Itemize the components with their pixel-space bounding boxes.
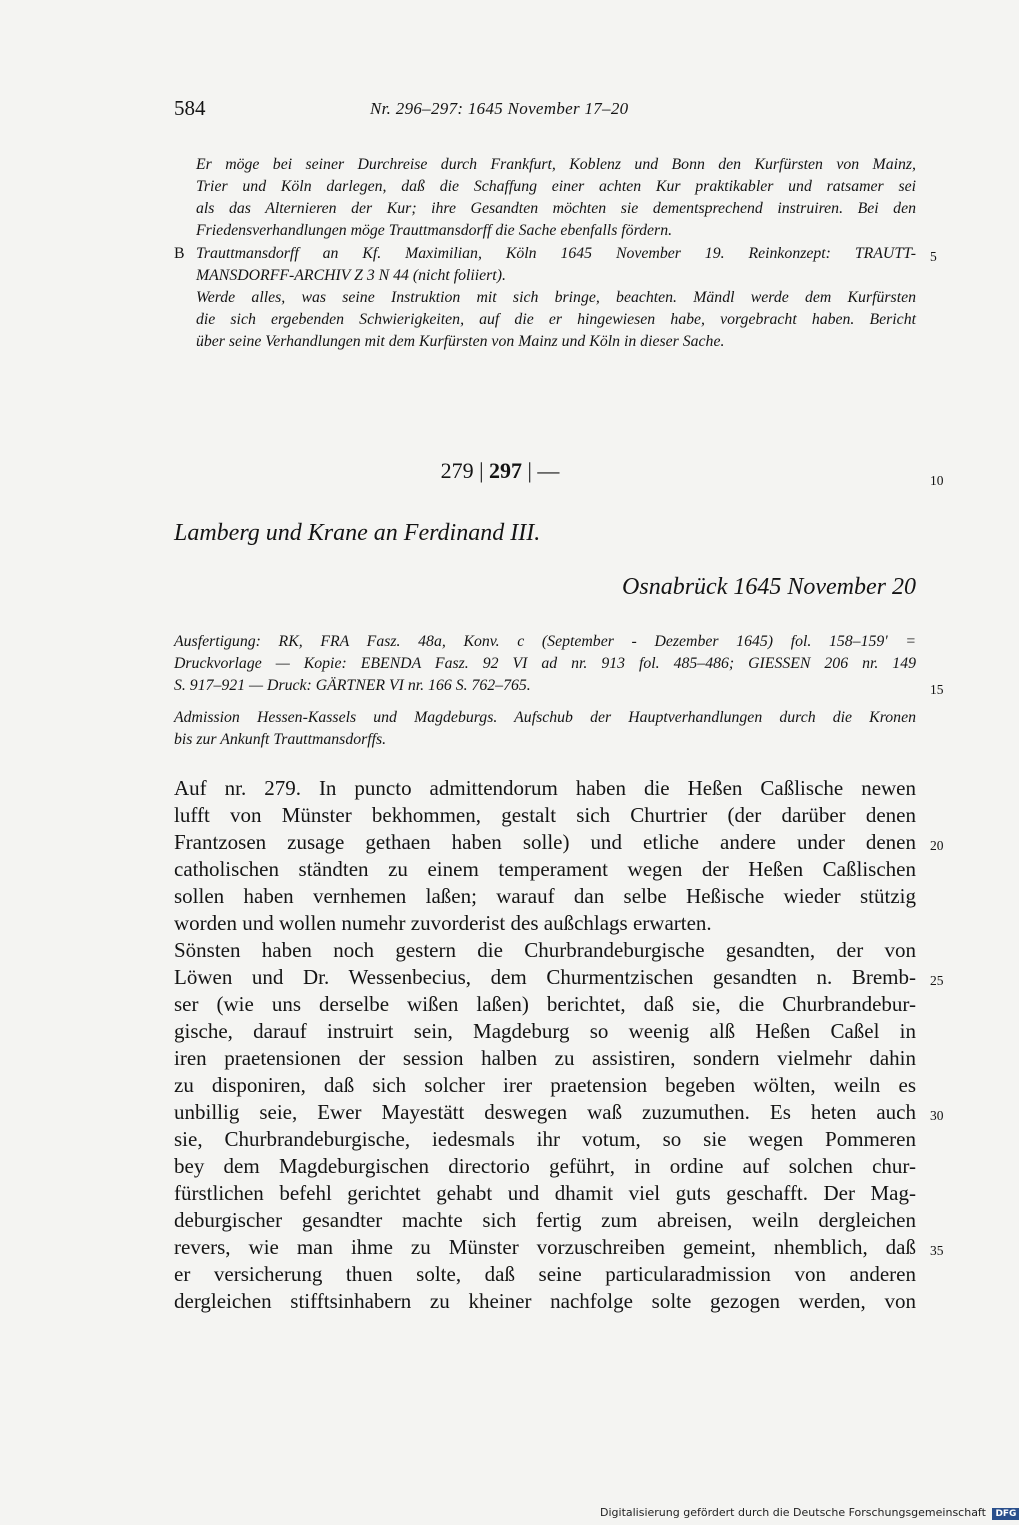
note-b-line: MANSDORFF-ARCHIV Z 3 N 44 (nicht foliiert).: [196, 267, 506, 284]
body-line: fürstlichen befehl gerichtet gehabt und dhamit viel guts geschafft. Der Mag-: [174, 1181, 916, 1205]
note-a-line: Trier und Köln darlegen, daß die Schaffung einer achten Kur praktikabler und ratsamer sei: [196, 178, 916, 195]
document-number: [0, 458, 1000, 484]
body-line: lufft von Münster bekhommen, gestalt sich Churtrier (der darüber denen: [174, 803, 916, 827]
body-line: Löwen und Dr. Wessenbecius, dem Churmentzischen gesandten n. Bremb-: [174, 965, 916, 989]
summary-line: bis zur Ankunft Trauttmansdorffs.: [174, 731, 387, 748]
note-b-line: die sich ergebenden Schwierigkeiten, auf die er hingewiesen habe, vorgebracht haben. Bericht: [196, 311, 916, 328]
document-title: Lamberg und Krane an Ferdinand III.: [174, 520, 541, 546]
note-b-line: Trauttmansdorff an Kf. Maximilian, Köln 1645 November 19. Reinkonzept: TRAUTT-: [196, 245, 916, 262]
footer-text: Digitalisierung gefördert durch die Deutsche Forschungsgemeinschaft: [600, 1506, 986, 1519]
body-line: sollen haben vernhemen laßen; warauf dan selbe Heßische wieder stützig: [174, 884, 916, 908]
note-b-line: über seine Verhandlungen mit dem Kurfürsten von Mainz und Köln in dieser Sache.: [196, 333, 725, 350]
body-line: unbillig seie, Ewer Mayestätt deswegen waß zuzumuthen. Es heten auch: [174, 1100, 916, 1124]
body-line: catholischen ständten zu einem temperament wegen der Heßen Caßlischen: [174, 857, 916, 881]
funding-footer: [600, 1506, 1019, 1520]
page-number: 584: [174, 96, 206, 120]
body-line: iren praetensionen der session halben zu assistiren, sondern vielmehr dahin: [174, 1046, 916, 1070]
document-place-date: Osnabrück 1645 November 20: [622, 574, 916, 600]
body-line: worden und wollen numehr zuvorderist des außchlags erwarten.: [174, 911, 712, 935]
body-line: Sönsten haben noch gestern die Churbrandeburgische gesandten, der von: [174, 938, 916, 962]
note-b-sigle: B: [174, 245, 185, 262]
document-number-left: 279 |: [440, 458, 484, 483]
line-number: 10: [930, 473, 944, 488]
line-number: 15: [930, 682, 944, 697]
dfg-logo: DFG: [992, 1508, 1019, 1520]
body-line: ser (wie uns derselbe wißen laßen) berichtet, daß sie, die Churbrandebur-: [174, 992, 916, 1016]
line-number: 35: [930, 1243, 944, 1258]
summary-line: Admission Hessen-Kassels und Magdeburgs. Aufschub der Hauptverhandlungen durch die Kronen: [174, 709, 916, 726]
body-line: bey dem Magdeburgischen directorio geführt, in ordine auf solchen chur-: [174, 1154, 916, 1178]
body-line: zu disponiren, daß sich solcher irer praetension begeben wölten, weiln es: [174, 1073, 916, 1097]
running-head: Nr. 296–297: 1645 November 17–20: [370, 99, 629, 118]
document-number-main: 297: [489, 458, 522, 483]
note-a-line: Friedensverhandlungen möge Trauttmansdorff die Sache ebenfalls fördern.: [196, 222, 673, 239]
body-line: er versicherung thuen solte, daß seine particularadmission von anderen: [174, 1262, 916, 1286]
page-header: [174, 96, 916, 126]
document-number-right: | —: [527, 458, 560, 483]
source-line: Ausfertigung: RK, FRA Fasz. 48a, Konv. c (September - Dezember 1645) fol. 158–159' =: [174, 633, 916, 650]
source-line: Druckvorlage — Kopie: EBENDA Fasz. 92 VI ad nr. 913 fol. 485–486; GIESSEN 206 nr. 149: [174, 655, 916, 672]
body-line: Auf nr. 279. In puncto admittendorum haben die Heßen Caßlische newen: [174, 776, 916, 800]
body-line: revers, wie man ihme zu Münster vorzuschreiben gemeint, nhemblich, daß: [174, 1235, 916, 1259]
note-b-line: Werde alles, was seine Instruktion mit sich bringe, beachten. Mändl werde dem Kurfürsten: [196, 289, 916, 306]
line-number: 30: [930, 1108, 944, 1123]
note-a-line: Er möge bei seiner Durchreise durch Frankfurt, Koblenz und Bonn den Kurfürsten von Mainz,: [196, 156, 916, 173]
body-line: Frantzosen zusage gethaen haben solle) und etliche andere under denen: [174, 830, 916, 854]
line-number: 5: [930, 249, 937, 264]
body-line: deburgischer gesandter machte sich fertig zum abreisen, weiln dergleichen: [174, 1208, 916, 1232]
line-number: 25: [930, 973, 944, 988]
source-line: S. 917–921 — Druck: GÄRTNER VI nr. 166 S. 762–765.: [174, 677, 531, 694]
body-line: gische, darauf instruirt sein, Magdeburg so weenig alß Heßen Caßel in: [174, 1019, 916, 1043]
body-line: dergleichen stifftsinhabern zu kheiner nachfolge solte gezogen werden, von: [174, 1289, 916, 1313]
line-number: 20: [930, 838, 944, 853]
body-line: sie, Churbrandeburgische, iedesmals ihr votum, so sie wegen Pommeren: [174, 1127, 916, 1151]
note-a-line: als das Alternieren der Kur; ihre Gesandten möchten sie dementsprechend instruiren. Bei den: [196, 200, 916, 217]
